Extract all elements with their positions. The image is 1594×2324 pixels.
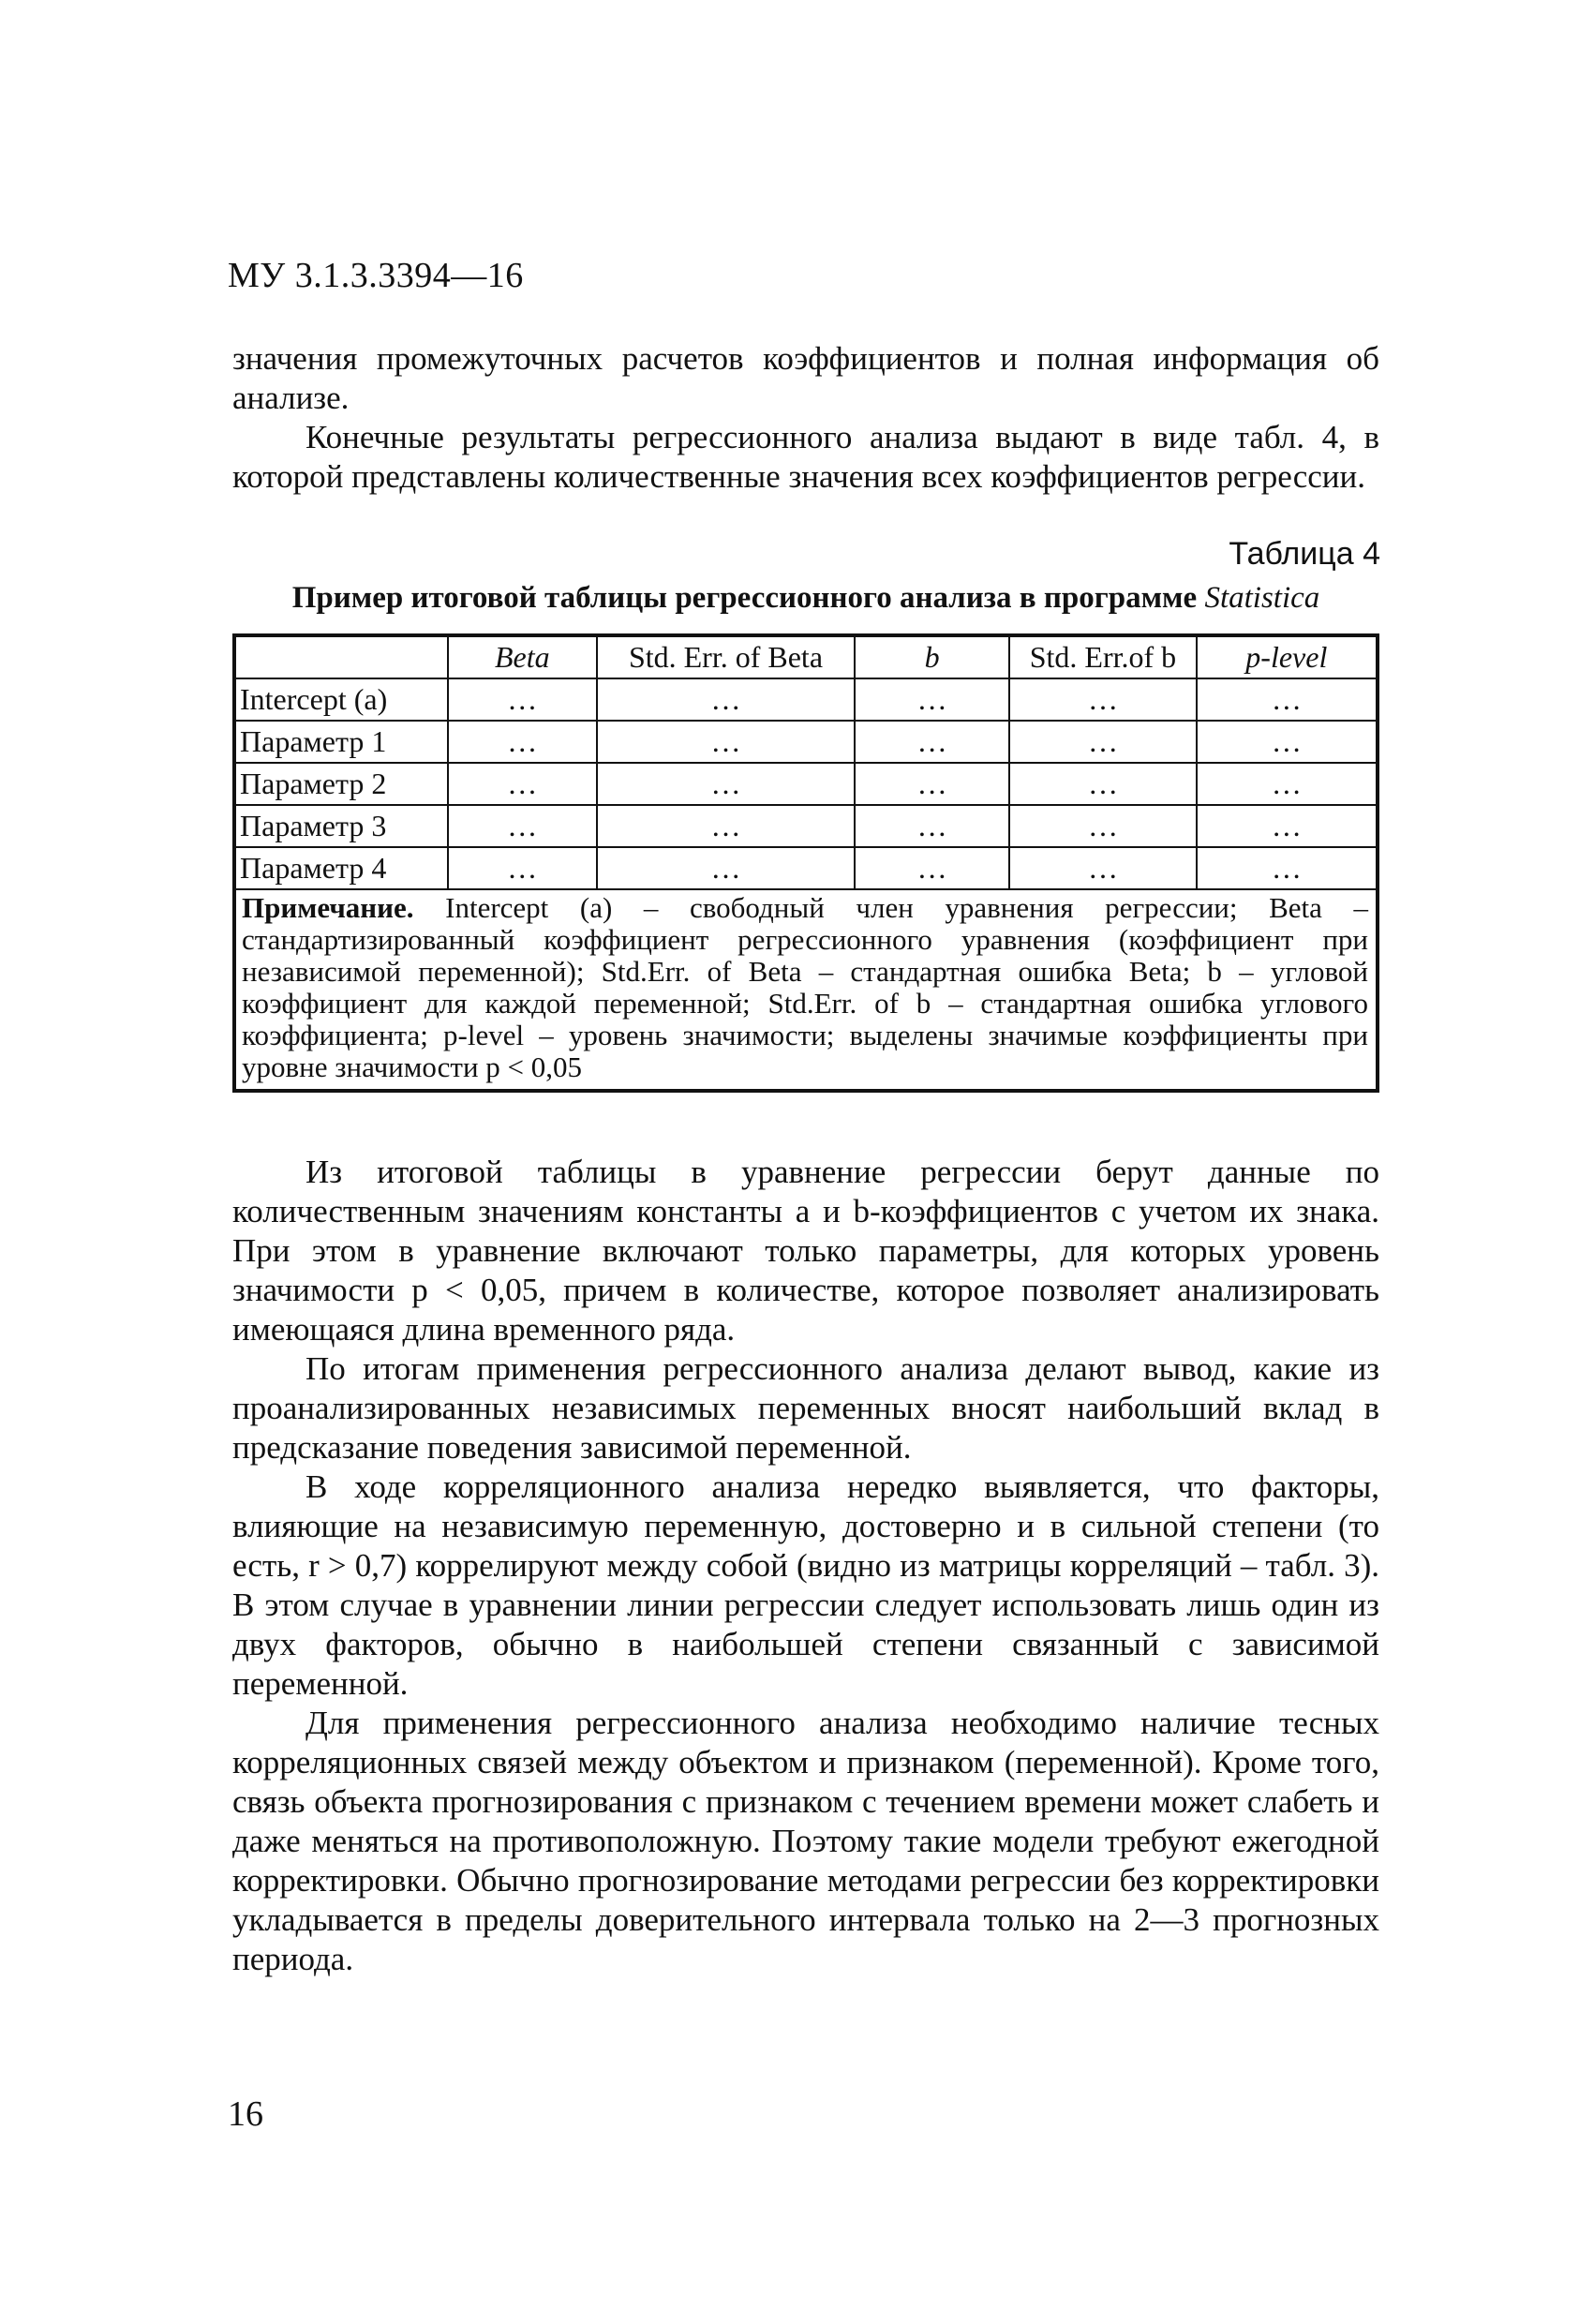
- table-header-empty: [234, 635, 448, 678]
- table-cell: …: [855, 805, 1009, 847]
- table-cell: …: [1197, 721, 1378, 763]
- table-cell: …: [1009, 763, 1196, 805]
- table-cell: …: [1009, 847, 1196, 889]
- table-cell: …: [855, 847, 1009, 889]
- row-label: Параметр 4: [234, 847, 448, 889]
- document-header: МУ 3.1.3.3394—16: [228, 256, 524, 295]
- paragraph-application: Для применения регрессионного анализа необходимо наличие тесных корреляционных связей между объектом и признаком (переменной). Кроме того, связь объекта прогнозирования с признаком с течением времени может слабеть и даже меняться на противоположную. Поэтому такие модели требуют ежегодной корректировки. Обычно прогнозирование методами регрессии без корректировки укладывается в пределы доверительного интервала только на 2—3 прогнозных периода.: [232, 1705, 1379, 1977]
- intro-text: [232, 339, 1379, 497]
- table-note-label: Примечание.: [242, 891, 414, 924]
- table-cell: …: [855, 721, 1009, 763]
- table-title: [232, 581, 1379, 616]
- table-note-row: [234, 889, 1378, 1091]
- table-title-software: Statistica: [1204, 581, 1320, 615]
- table-cell: …: [1197, 805, 1378, 847]
- table-cell: …: [1009, 721, 1196, 763]
- table-header-beta: Beta: [448, 635, 598, 678]
- table-cell: …: [597, 678, 855, 721]
- table-caption: Таблица 4: [1229, 536, 1380, 572]
- table-header-std-err-beta: Std. Err. of Beta: [597, 635, 855, 678]
- table-cell: …: [597, 805, 855, 847]
- table-cell: …: [855, 678, 1009, 721]
- paragraph-equation: Из итоговой таблицы в уравнение регрессии берут данные по количественным значениям константы a и b-коэффициентов с учетом их знака. При этом в уравнение включают только параметры, для которых уровень значимости p < 0,05, причем в количестве, которое позволяет анализировать имеющаяся длина временного ряда.: [232, 1154, 1379, 1348]
- table-row: [234, 847, 1378, 889]
- row-label: Intercept (a): [234, 678, 448, 721]
- table-row: [234, 805, 1378, 847]
- table-cell: …: [448, 678, 598, 721]
- row-label: Параметр 2: [234, 763, 448, 805]
- paragraph-conclusion: По итогам применения регрессионного анализа делают вывод, какие из проанализированных независимых переменных вносят наибольший вклад в предсказание поведения зависимой переменной.: [232, 1350, 1379, 1466]
- table-header-p-level: p-level: [1197, 635, 1378, 678]
- table-row: [234, 678, 1378, 721]
- table-header-b: b: [855, 635, 1009, 678]
- row-label: Параметр 1: [234, 721, 448, 763]
- table-header-row: [234, 635, 1378, 678]
- table-cell: …: [1197, 847, 1378, 889]
- table-cell: …: [1009, 805, 1196, 847]
- paragraph-continuation: значения промежуточных расчетов коэффициентов и полная информация об анализе.: [232, 340, 1379, 416]
- regression-table: [232, 633, 1379, 1093]
- body-text: [232, 1153, 1379, 1979]
- table-cell: …: [448, 805, 598, 847]
- page-number: 16: [228, 2094, 263, 2134]
- paragraph-correlation: В ходе корреляционного анализа нередко выявляется, что факторы, влияющие на независимую переменную, достоверно и в сильной степени (то есть, r > 0,7) коррелируют между собой (видно из матрицы корреляций – табл. 3). В этом случае в уравнении линии регрессии следует использовать лишь один из двух факторов, обычно в наибольшей степени связанный с зависимой переменной.: [232, 1468, 1379, 1702]
- table-title-main: Пример итоговой таблицы регрессионного анализа в программе: [291, 581, 1198, 615]
- table-header-std-err-b: Std. Err.of b: [1009, 635, 1196, 678]
- table-cell: …: [855, 763, 1009, 805]
- table-cell: …: [1197, 678, 1378, 721]
- table-cell: …: [448, 847, 598, 889]
- table-row: [234, 763, 1378, 805]
- table-note: [234, 889, 1378, 1091]
- table-cell: …: [1009, 678, 1196, 721]
- paragraph-results: Конечные результаты регрессионного анализа выдают в виде табл. 4, в которой представлены количественные значения всех коэффициентов регрессии.: [232, 419, 1379, 495]
- table-cell: …: [597, 721, 855, 763]
- table-cell: …: [1197, 763, 1378, 805]
- table-cell: …: [448, 721, 598, 763]
- table-cell: …: [448, 763, 598, 805]
- table-cell: …: [597, 847, 855, 889]
- table-row: [234, 721, 1378, 763]
- table-cell: …: [597, 763, 855, 805]
- row-label: Параметр 3: [234, 805, 448, 847]
- table-note-text: Intercept (a) – свободный член уравнения регрессии; Beta – стандартизированный коэффициент регрессионного уравнения (коэффициент при независимой переменной); Std.Err. of Beta – стандартная ошибка Beta; b – угловой коэффициент для каждой переменной; Std.Err. of b – стандартная ошибка углового коэффициента; p-level – уровень значимости; выделены значимые коэффициенты при уровне значимости p < 0,05: [242, 891, 1368, 1083]
